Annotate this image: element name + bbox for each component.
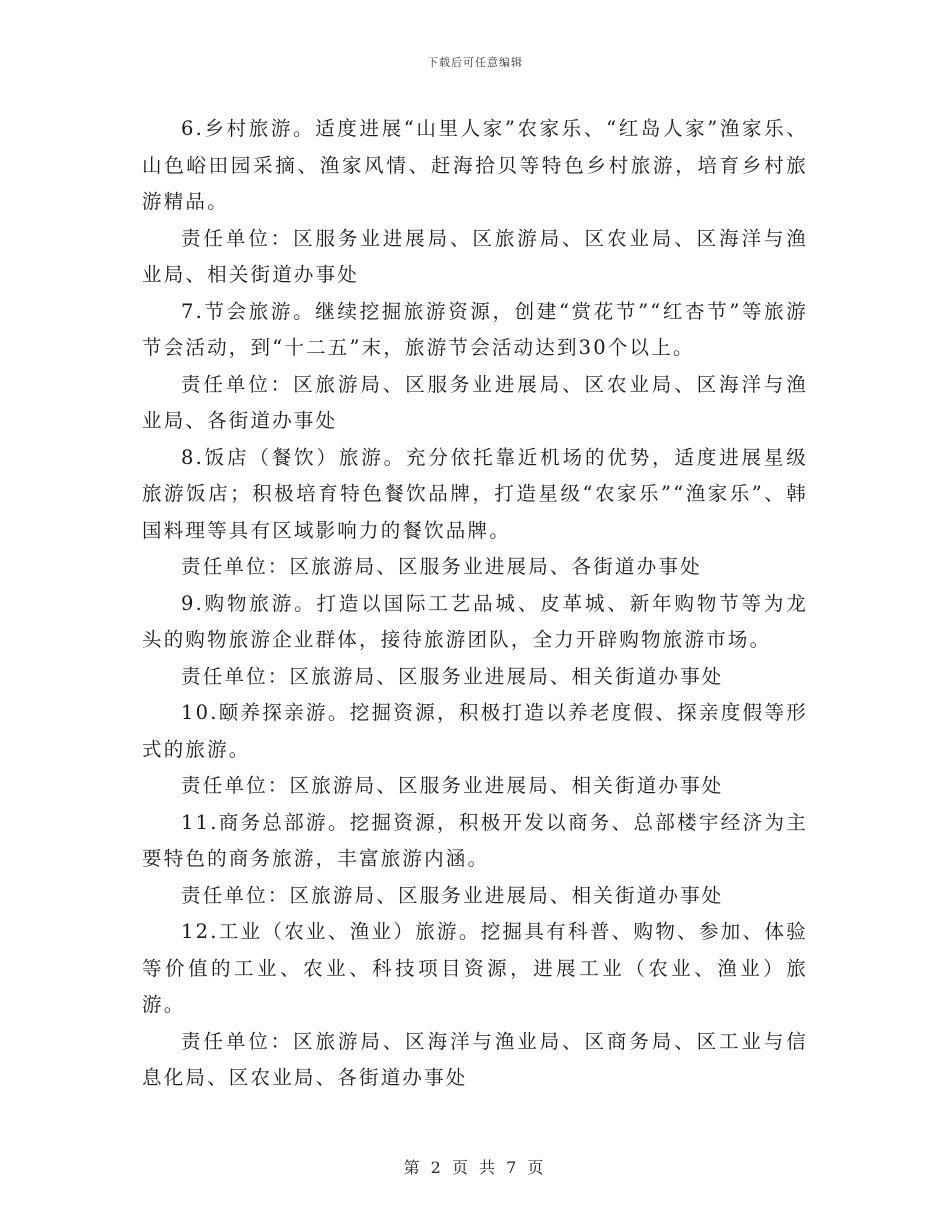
- paragraph-item-9: 9.购物旅游。打造以国际工艺品城、皮革城、新年购物节等为龙头的购物旅游企业群体，接待旅游团队，全力开辟购物旅游市场。: [142, 591, 808, 651]
- paragraph-item-11: 11.商务总部游。挖掘资源，积极开发以商务、总部楼宇经济为主要特色的商务旅游，丰富旅游内涵。: [142, 810, 808, 870]
- responsible-units-7: 责任单位：区旅游局、区服务业进展局、区农业局、区海洋与渔业局、各街道办事处: [142, 372, 808, 432]
- page-number-footer: 第 2 页 共 7 页: [403, 1158, 547, 1177]
- responsible-units-8: 责任单位：区旅游局、区服务业进展局、各街道办事处: [181, 555, 702, 578]
- responsible-units-9: 责任单位：区旅游局、区服务业进展局、相关街道办事处: [181, 664, 724, 688]
- responsible-units-12: 责任单位：区旅游局、区海洋与渔业局、区商务局、区工业与信息化局、区农业局、各街道办事处: [142, 1029, 808, 1089]
- page-header: 下载后可任意编辑: [427, 56, 523, 69]
- responsible-units-6: 责任单位：区服务业进展局、区旅游局、区农业局、区海洋与渔业局、相关街道办事处: [142, 226, 808, 286]
- paragraph-item-10: 10.颐养探亲游。挖掘资源，积极打造以养老度假、探亲度假等形式的旅游。: [142, 701, 808, 761]
- paragraph-item-6: 6.乡村旅游。适度进展“山里人家”农家乐、“红岛人家”渔家乐、山色峪田园采摘、渔家风情、赶海拾贝等特色乡村旅游，培育乡村旅游精品。: [142, 117, 808, 213]
- paragraph-item-7: 7.节会旅游。继续挖掘旅游资源，创建“赏花节”“红杏节”等旅游节会活动，到“十二五”末，旅游节会活动达到30个以上。: [142, 299, 808, 359]
- responsible-units-11: 责任单位：区旅游局、区服务业进展局、相关街道办事处: [181, 883, 724, 907]
- responsible-units-10: 责任单位：区旅游局、区服务业进展局、相关街道办事处: [181, 774, 724, 797]
- paragraph-item-8: 8.饭店（餐饮）旅游。充分依托靠近机场的优势，适度进展星级旅游饭店；积极培育特色餐饮品牌，打造星级“农家乐”“渔家乐”、韩国料理等具有区域影响力的餐饮品牌。: [142, 445, 808, 542]
- document-body: [142, 111, 808, 1097]
- paragraph-item-12: 12.工业（农业、渔业）旅游。挖掘具有科普、购物、参加、体验等价值的工业、农业、科技项目资源，进展工业（农业、渔业）旅游。: [142, 920, 808, 1016]
